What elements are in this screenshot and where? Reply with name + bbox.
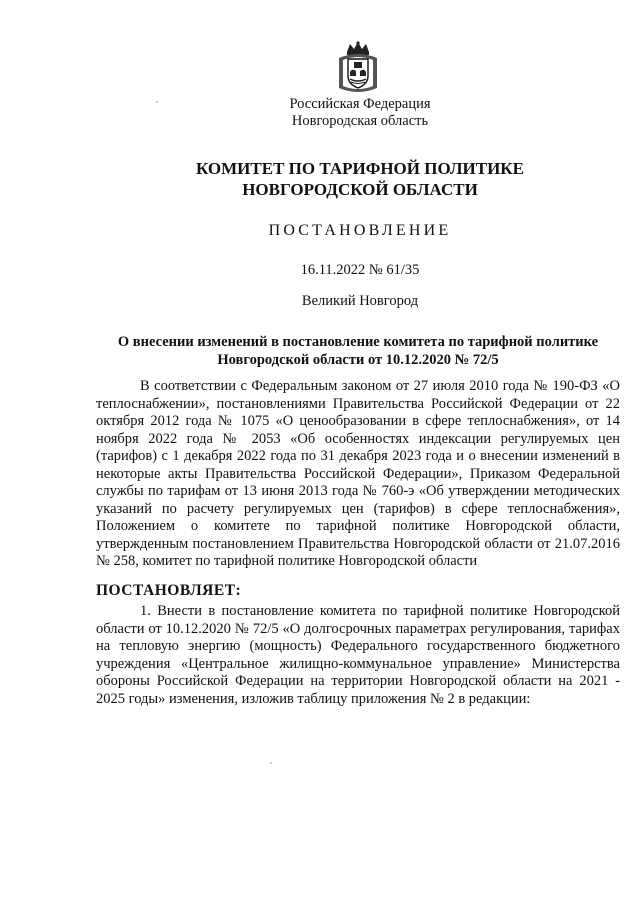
document-city: Великий Новгород (301, 293, 419, 309)
novgorod-coat-of-arms-icon (335, 40, 381, 96)
resolves-heading: ПОСТАНОВЛЯЕТ: (96, 582, 242, 599)
scan-speck (156, 101, 158, 103)
document-date-number: 16.11.2022 № 61/35 (300, 262, 420, 278)
scan-speck (270, 762, 272, 764)
country-name: Российская Федерация (289, 96, 431, 112)
item-1-paragraph: 1. Внести в постановление комитета по тарифной политике Новгородской области от 10.12.2020 № 72/5 «О долгосрочных параметрах регулирования, тарифах на тепловую энергию (мощность) Федерального государственного бюджетного учреждения «Центральное жилищно-коммунальное управление» Министерства обороны Российской Федерации на территории Новгородской области на 2021 - 2025 годы» изменения, изложив таблицу приложения № 2 в редакции: (96, 603, 620, 707)
region-name: Новгородская область (291, 113, 429, 129)
document-type: ПОСТАНОВЛЕНИЕ (268, 222, 452, 239)
preamble-paragraph: В соответствии с Федеральным законом от 27 июля 2010 года № 190-ФЗ «О теплоснабжении», постановлениями Правительства Российской Федерации от 22 октября 2012 года № 1075 «О ценообразовании в сфере теплоснабжения», от 14 ноября 2022 года № 2053 «Об особенностях индексации регулируемых цен (тарифов) с 1 декабря 2022 года по 31 декабря 2023 года и о внесении изменений в некоторые акты Правительства Российской Федерации», Приказом Федеральной службы по тарифам от 13 июня 2013 года № 760-э «Об утверждении методических указаний по расчету регулируемых цен (тарифов) в сфере теплоснабжения», Положением о комитете по тарифной политике Новгородской области, утвержденным постановлением Правительства Новгородской области от 21.07.2016 № 258, комитет по тарифной политике Новгородской области (96, 378, 620, 569)
committee-title: КОМИТЕТ ПО ТАРИФНОЙ ПОЛИТИКЕ НОВГОРОДСКОЙ ОБЛАСТИ (196, 159, 524, 199)
document-subject: О внесении изменений в постановление комитета по тарифной политике Новгородской области от 10.12.2020 № 72/5 (117, 334, 599, 368)
